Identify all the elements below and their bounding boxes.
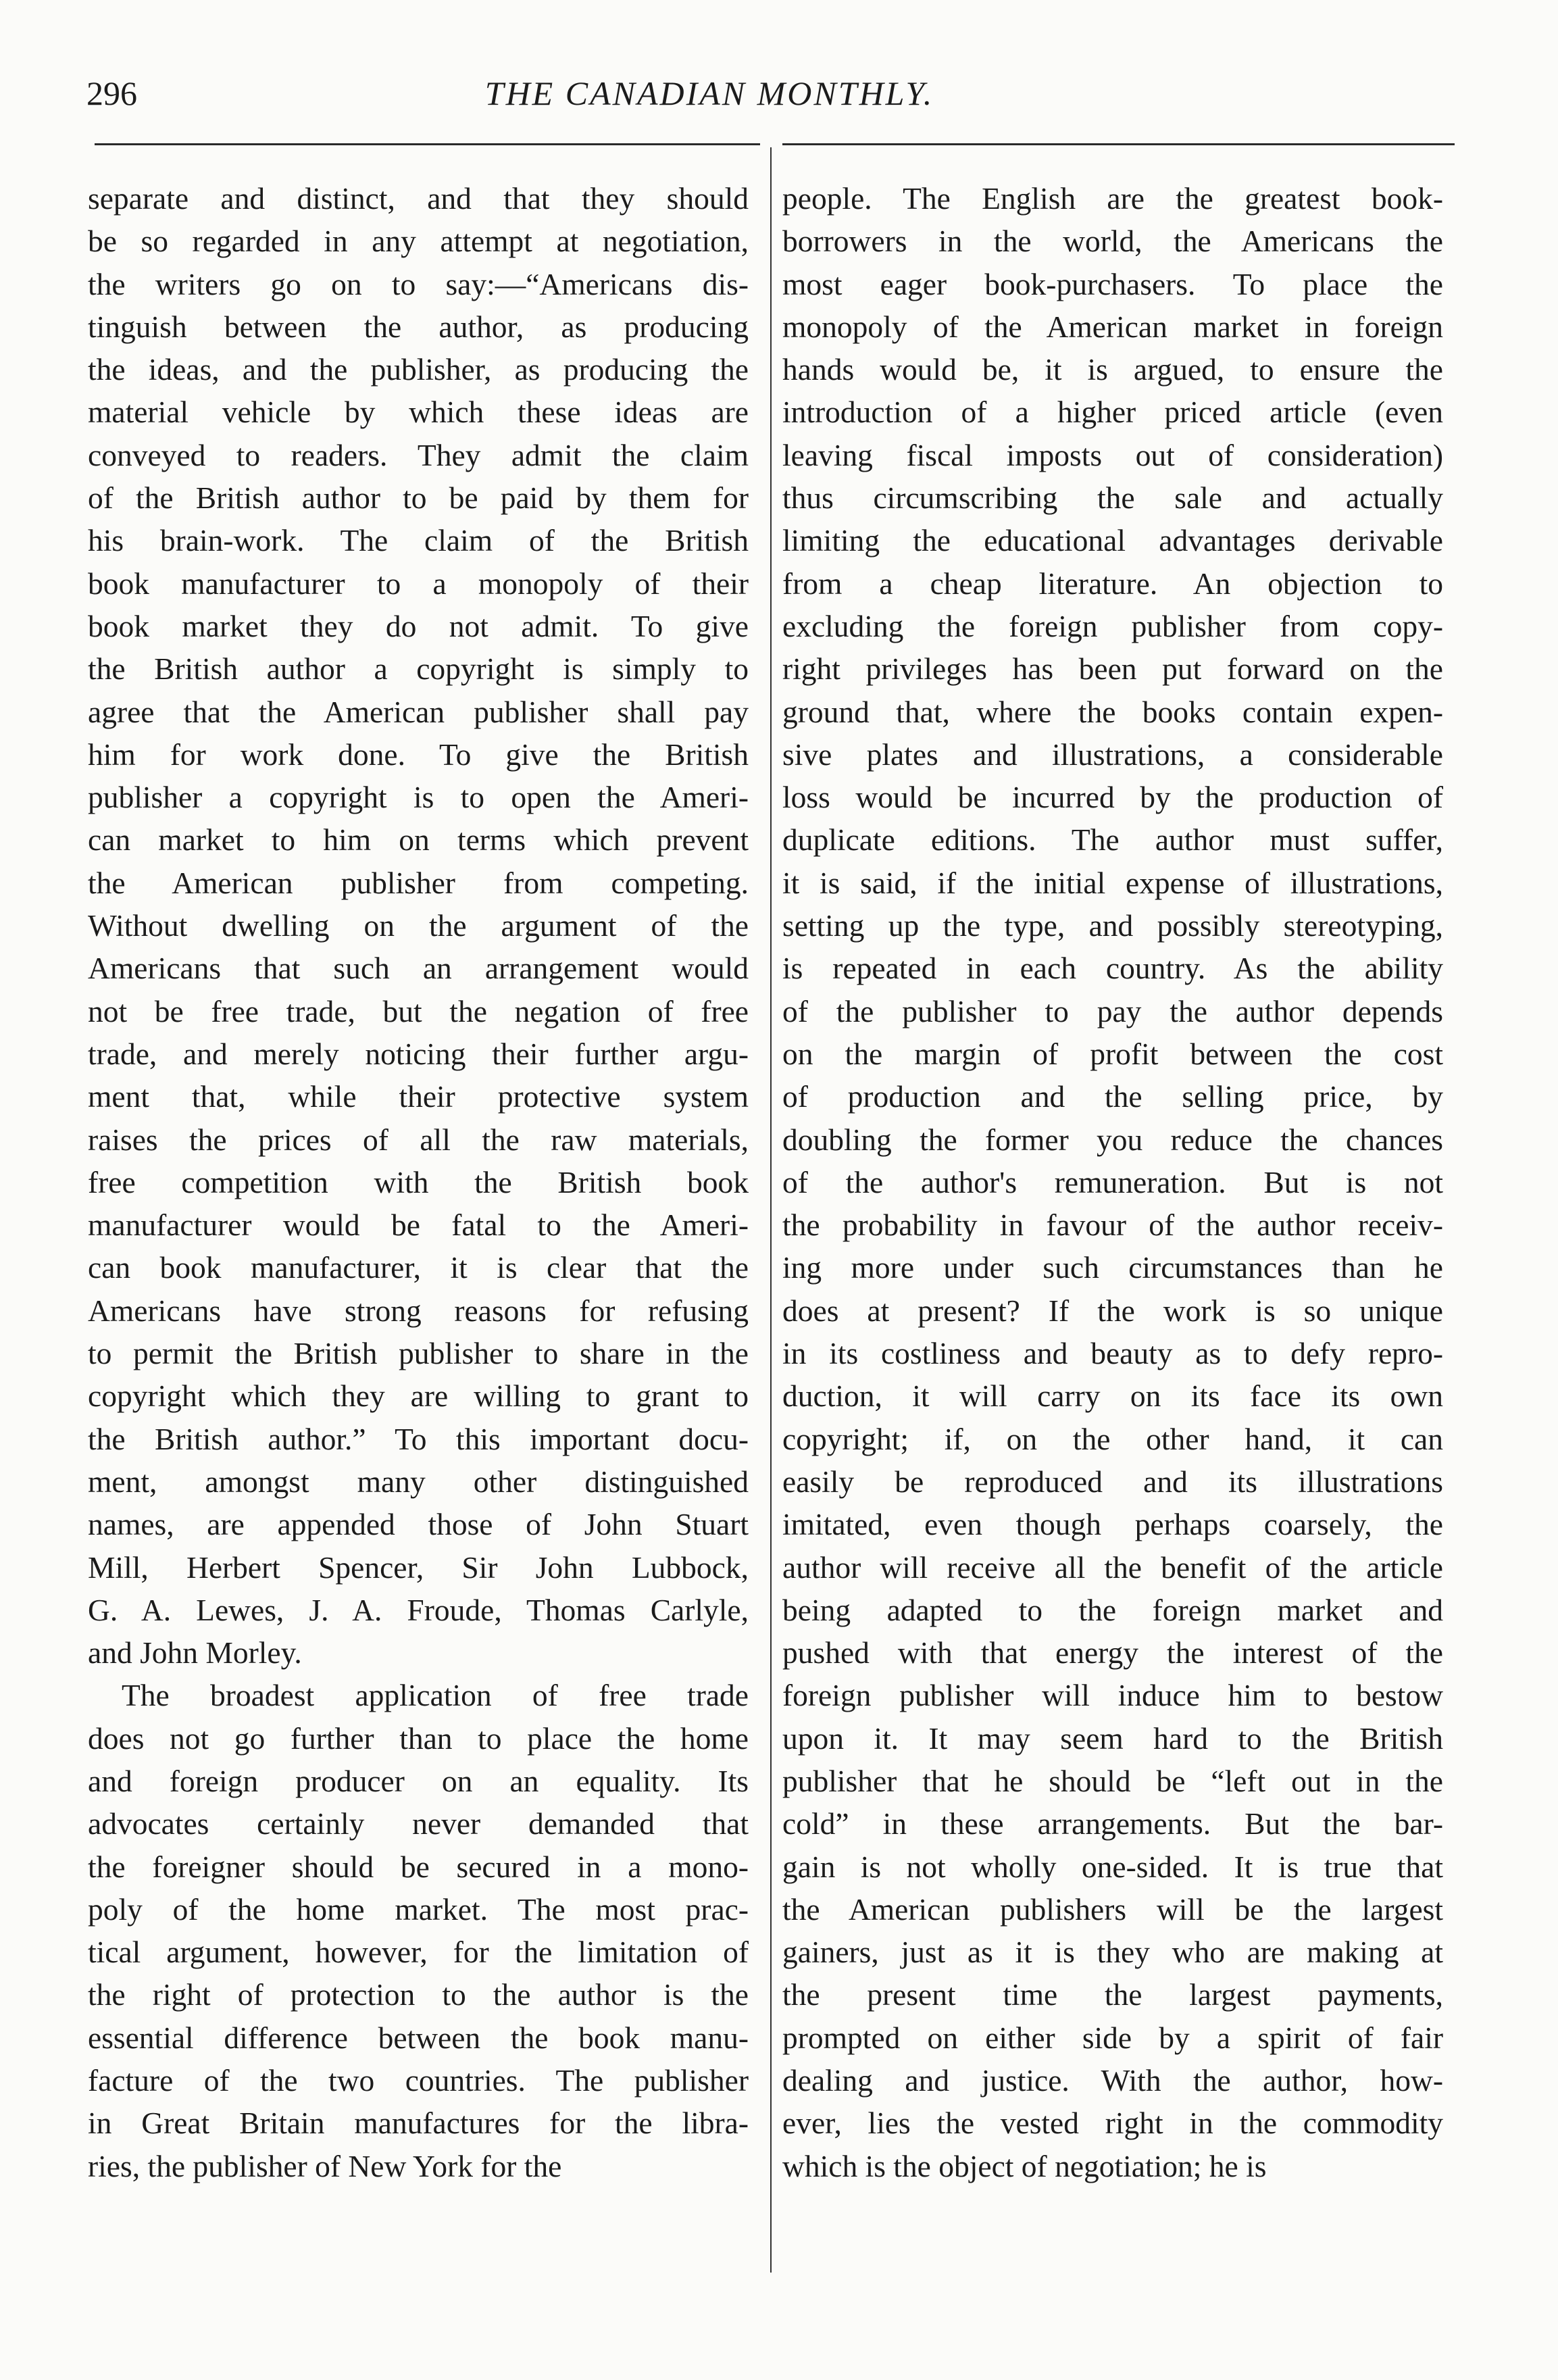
text-line: duction, it will carry on its face its own (782, 1379, 1443, 1414)
text-line: ment that, while their protective system (88, 1079, 749, 1114)
text-line: his brain-work. The claim of the British (88, 523, 749, 558)
text-line: right privileges has been put forward on the (782, 651, 1443, 687)
text-line: the American publisher from competing. (88, 865, 749, 900)
text-line: G. A. Lewes, J. A. Froude, Thomas Carlyle, (88, 1592, 749, 1627)
text-line: ment, amongst many other distinguished (88, 1464, 749, 1499)
text-line: in its costliness and beauty as to defy repro- (782, 1336, 1443, 1371)
text-line: The broadest application of free trade (122, 1678, 749, 1713)
text-line: to permit the British publisher to share in the (88, 1336, 749, 1371)
text-line: agree that the American publisher shall pay (88, 694, 749, 729)
text-line: being adapted to the foreign market and (782, 1592, 1443, 1627)
text-line: book market they do not admit. To give (88, 608, 749, 643)
text-line: poly of the home market. The most prac- (88, 1891, 749, 1927)
text-line: facture of the two countries. The publisher (88, 2063, 749, 2098)
text-line: advocates certainly never demanded that (88, 1806, 749, 1841)
text-line: the British author.” To this important docu- (88, 1421, 749, 1456)
text-line: limiting the educational advantages derivable (782, 523, 1443, 558)
text-line: of the author's remuneration. But is not (782, 1164, 1443, 1199)
text-line: the foreigner should be secured in a mono- (88, 1849, 749, 1884)
text-line: the right of protection to the author is the (88, 1977, 749, 2012)
text-line: upon it. It may seem hard to the British (782, 1720, 1443, 1756)
text-line: of the British author to be paid by them for (88, 480, 749, 516)
text-line: cold” in these arrangements. But the bar- (782, 1806, 1443, 1841)
text-line: free competition with the British book (88, 1164, 749, 1199)
text-line: the probability in favour of the author receiv- (782, 1208, 1443, 1243)
text-line: be so regarded in any attempt at negotiation, (88, 224, 749, 259)
text-line: copyright which they are willing to grant to (88, 1379, 749, 1414)
text-line: dealing and justice. With the author, how- (782, 2063, 1443, 2098)
text-line: raises the prices of all the raw materials, (88, 1122, 749, 1157)
text-line: and foreign producer on an equality. Its (88, 1763, 749, 1798)
text-line: ing more under such circumstances than he (782, 1250, 1443, 1285)
text-line: the writers go on to say:—“Americans dis- (88, 266, 749, 301)
text-line: tical argument, however, for the limitation of (88, 1935, 749, 1970)
text-line: the American publishers will be the largest (782, 1891, 1443, 1927)
text-line: people. The English are the greatest book- (782, 181, 1443, 216)
text-line: imitated, even though perhaps coarsely, the (782, 1507, 1443, 1542)
text-line: book manufacturer to a monopoly of their (88, 566, 749, 601)
text-line: sive plates and illustrations, a considerable (782, 737, 1443, 772)
text-line: manufacturer would be fatal to the Ameri- (88, 1208, 749, 1243)
text-line: Without dwelling on the argument of the (88, 908, 749, 943)
left-column (88, 177, 749, 2187)
text-line: most eager book-purchasers. To place the (782, 266, 1443, 301)
text-line: duplicate editions. The author must suffer, (782, 822, 1443, 858)
text-line: monopoly of the American market in foreign (782, 309, 1443, 344)
text-line: Americans that such an arrangement would (88, 951, 749, 986)
text-line: author will receive all the benefit of the article (782, 1550, 1443, 1585)
text-line: which is the object of negotiation; he is (782, 2148, 1267, 2183)
text-line: in Great Britain manufactures for the libra- (88, 2106, 749, 2141)
text-line: the ideas, and the publisher, as producing the (88, 352, 749, 387)
text-line: ries, the publisher of New York for the (88, 2148, 562, 2183)
text-line: Mill, Herbert Spencer, Sir John Lubbock, (88, 1550, 749, 1585)
text-line: leaving fiscal imposts out of consideration) (782, 437, 1443, 472)
text-line: ever, lies the vested right in the commodity (782, 2106, 1443, 2141)
text-line: introduction of a higher priced article (even (782, 395, 1443, 430)
text-line: material vehicle by which these ideas are (88, 395, 749, 430)
page-number: 296 (86, 74, 137, 112)
text-line: separate and distinct, and that they should (88, 181, 749, 216)
text-line: gain is not wholly one-sided. It is true that (782, 1849, 1443, 1884)
running-title: THE CANADIAN MONTHLY. (484, 74, 934, 112)
text-line: essential difference between the book manu- (88, 2020, 749, 2055)
text-line: him for work done. To give the British (88, 737, 749, 772)
text-line: of production and the selling price, by (782, 1079, 1443, 1114)
text-line: from a cheap literature. An objection to (782, 566, 1443, 601)
text-line: not be free trade, but the negation of free (88, 993, 749, 1028)
text-line: is repeated in each country. As the ability (782, 951, 1443, 986)
text-line: borrowers in the world, the Americans the (782, 224, 1443, 259)
text-line: gainers, just as it is they who are making at (782, 1935, 1443, 1970)
text-line: and John Morley. (88, 1635, 302, 1670)
text-line: copyright; if, on the other hand, it can (782, 1421, 1443, 1456)
column-divider (770, 147, 772, 2273)
header-rule-left (95, 143, 760, 145)
text-line: doubling the former you reduce the chances (782, 1122, 1443, 1157)
text-line: excluding the foreign publisher from copy- (782, 608, 1443, 643)
text-line: prompted on either side by a spirit of fair (782, 2020, 1443, 2055)
text-line: can market to him on terms which prevent (88, 822, 749, 858)
text-line: thus circumscribing the sale and actually (782, 480, 1443, 516)
text-line: of the publisher to pay the author depends (782, 993, 1443, 1028)
text-line: it is said, if the initial expense of illustrations, (782, 865, 1443, 900)
text-line: easily be reproduced and its illustrations (782, 1464, 1443, 1499)
right-column (782, 177, 1443, 2187)
text-line: conveyed to readers. They admit the claim (88, 437, 749, 472)
text-line: ground that, where the books contain expen- (782, 694, 1443, 729)
header-rule-right (782, 143, 1455, 145)
text-line: trade, and merely noticing their further argu- (88, 1036, 749, 1071)
text-line: publisher a copyright is to open the Ameri- (88, 780, 749, 815)
text-line: publisher that he should be “left out in the (782, 1763, 1443, 1798)
text-line: the present time the largest payments, (782, 1977, 1443, 2012)
text-line: the British author a copyright is simply to (88, 651, 749, 687)
text-line: hands would be, it is argued, to ensure the (782, 352, 1443, 387)
text-line: names, are appended those of John Stuart (88, 1507, 749, 1542)
text-line: loss would be incurred by the production of (782, 780, 1443, 815)
text-line: pushed with that energy the interest of the (782, 1635, 1443, 1670)
text-line: can book manufacturer, it is clear that the (88, 1250, 749, 1285)
text-line: setting up the type, and possibly stereotyping, (782, 908, 1443, 943)
text-line: on the margin of profit between the cost (782, 1036, 1443, 1071)
text-line: Americans have strong reasons for refusing (88, 1293, 749, 1328)
text-line: tinguish between the author, as producing (88, 309, 749, 344)
text-line: foreign publisher will induce him to bestow (782, 1678, 1443, 1713)
text-line: does not go further than to place the home (88, 1720, 749, 1756)
text-line: does at present? If the work is so unique (782, 1293, 1443, 1328)
